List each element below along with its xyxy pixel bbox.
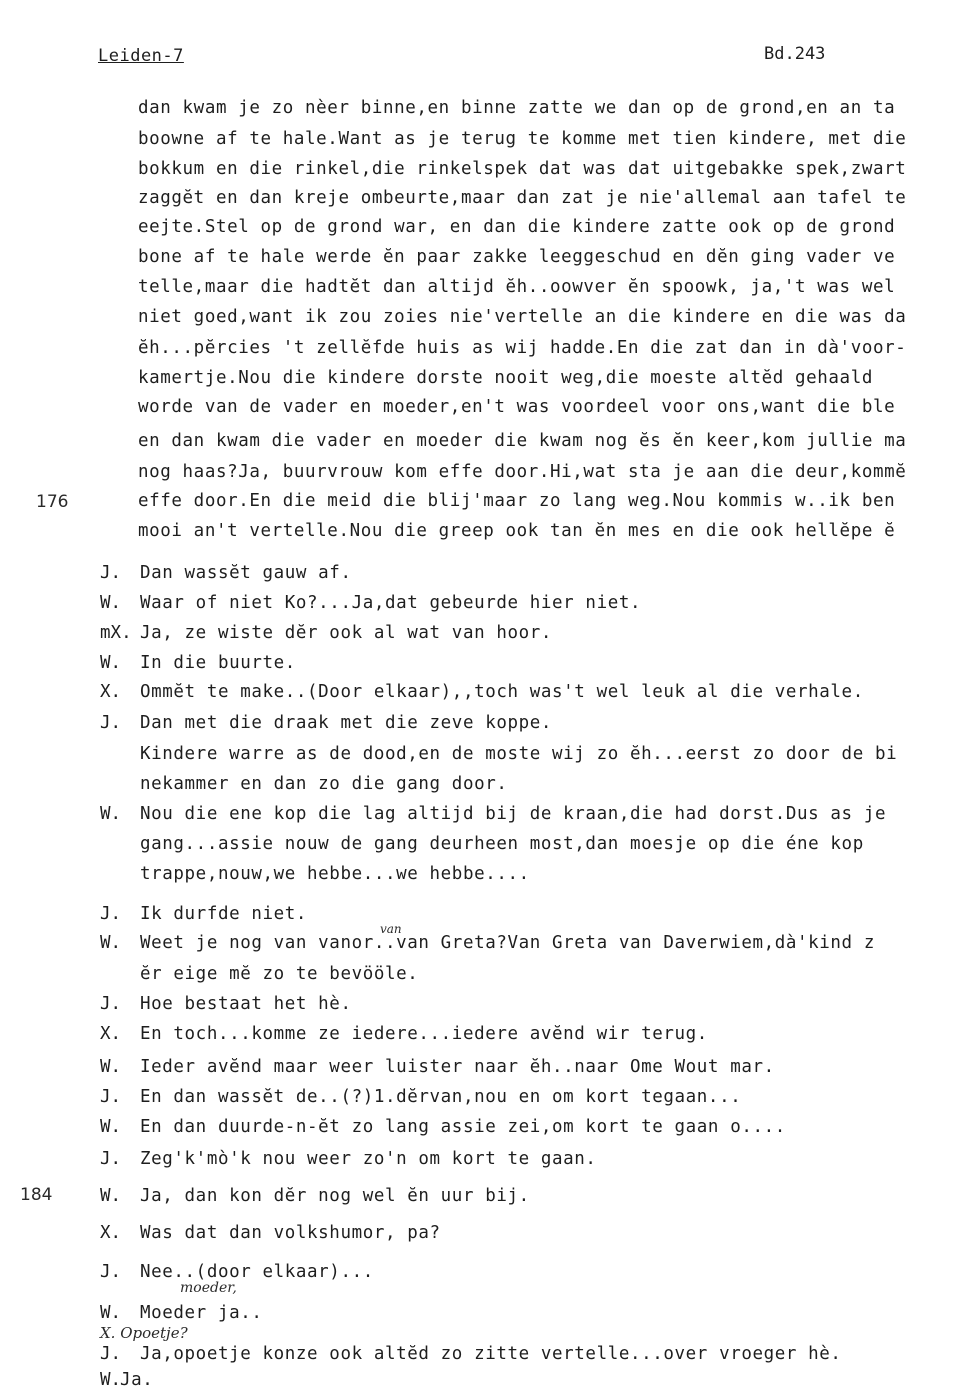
- utterance: Ik durfde niet.: [140, 904, 308, 924]
- utterance: Was dat dan volkshumor, pa?: [140, 1223, 441, 1243]
- speaker-label: J.: [100, 563, 122, 583]
- utterance: Ja.: [120, 1370, 154, 1390]
- speaker-label: J.: [100, 904, 122, 924]
- utterance: trappe,nouw,we hebbe...we hebbe....: [140, 864, 530, 884]
- speaker-label: W.: [100, 1370, 122, 1390]
- speaker-label: W.: [100, 1303, 122, 1323]
- utterance: ĕr eige mĕ zo te bevööle.: [140, 964, 419, 984]
- speaker-label: W.: [100, 593, 122, 613]
- speaker-label: W.: [100, 1057, 122, 1077]
- speaker-label: J.: [100, 994, 122, 1014]
- paragraph-line: telle,maar die hadtĕt dan altijd ĕh..oowver ĕn spoowk, ja,'t was wel: [138, 277, 896, 297]
- paragraph-line: zaggĕt en dan kreje ombeurte,maar dan zat je nie'allemal aan tafel te: [138, 188, 907, 208]
- paragraph-line: boowne af te hale.Want as je terug te komme met tien kindere, met die: [138, 129, 907, 149]
- utterance: Ja, ze wiste dĕr ook al wat van hoor.: [140, 623, 553, 643]
- paragraph-line: niet goed,want ik zou zoies nie'vertelle an die kindere en die was da: [138, 307, 907, 327]
- paragraph-line: bone af te hale werde ĕn paar zakke leeggeschud en dĕn ging vader ve: [138, 247, 896, 267]
- utterance: En dan duurde-n-ĕt zo lang assie zei,om kort te gaan o....: [140, 1117, 786, 1137]
- utterance: Nee..(door elkaar)...: [140, 1262, 374, 1282]
- utterance: Kindere warre as de dood,en de moste wij zo ĕh...eerst zo door de bi: [140, 744, 898, 764]
- utterance: Weet je nog van vanor..van Greta?Van Greta van Daverwiem,dà'kind z: [140, 933, 875, 953]
- utterance: Dan wassĕt gauw af.: [140, 563, 352, 583]
- line-number: 184: [20, 1185, 53, 1205]
- utterance: Nou die ene kop die lag altijd bij de kraan,die had dorst.Dus as je: [140, 804, 887, 824]
- speaker-label: J.: [100, 1344, 122, 1364]
- paragraph-line: dan kwam je zo nèer binne,en binne zatte we dan op de grond,en an ta: [138, 98, 896, 118]
- utterance: gang...assie nouw de gang deurheen most,dan moesje op die éne kop: [140, 834, 864, 854]
- utterance: Zeg'k'mò'k nou weer zo'n om kort te gaan.: [140, 1149, 597, 1169]
- utterance: Moeder ja..: [140, 1303, 263, 1323]
- utterance: Waar of niet Ko?...Ja,dat gebeurde hier niet.: [140, 593, 642, 613]
- speaker-label: W.: [100, 804, 122, 824]
- utterance: En toch...komme ze iedere...iedere avĕnd wir terug.: [140, 1024, 708, 1044]
- speaker-label: J.: [100, 1262, 122, 1282]
- paragraph-line: worde van de vader en moeder,en't was voordeel voor ons,want die ble: [138, 397, 896, 417]
- speaker-label: X.: [100, 1223, 122, 1243]
- utterance: En dan wassĕt de..(?)1.dĕrvan,nou en om kort tegaan...: [140, 1087, 742, 1107]
- handwritten-note: van: [380, 922, 402, 936]
- paragraph-line: en dan kwam die vader en moeder die kwam nog ĕs ĕn keer,kom jullie ma: [138, 431, 907, 451]
- paragraph-line: nog haas?Ja, buurvrouw kom effe door.Hi,wat sta je aan die deur,kommĕ: [138, 462, 907, 482]
- line-number: 176: [36, 492, 69, 512]
- utterance: nekammer en dan zo die gang door.: [140, 774, 508, 794]
- paragraph-line: ĕh...pĕrcies 't zellĕfde huis as wij hadde.En die zat dan in dà'voor-: [138, 338, 907, 358]
- speaker-label: mX.: [100, 623, 132, 643]
- speaker-label: J.: [100, 1087, 122, 1107]
- header-volume: Bd.243: [764, 44, 826, 64]
- speaker-label: W.: [100, 653, 122, 673]
- header-location: Leiden-7: [98, 46, 184, 66]
- utterance: Ja,opoetje konze ook altĕd zo zitte vertelle...over vroeger hè.: [140, 1344, 842, 1364]
- speaker-label: X.: [100, 1024, 122, 1044]
- paragraph-line: mooi an't vertelle.Nou die greep ook tan ĕn mes en die ook hellĕpe ĕ: [138, 521, 896, 541]
- utterance: Ieder avĕnd maar weer luister naar ĕh..naar Ome Wout mar.: [140, 1057, 775, 1077]
- speaker-label: W.: [100, 1117, 122, 1137]
- utterance: Dan met die draak met die zeve koppe.: [140, 713, 553, 733]
- speaker-label: J.: [100, 713, 122, 733]
- speaker-label: J.: [100, 1149, 122, 1169]
- handwritten-note: X. Opoetje?: [100, 1324, 188, 1342]
- utterance: Ommĕt te make..(Door elkaar),,toch was't wel leuk al die verhale.: [140, 682, 864, 702]
- speaker-label: X.: [100, 682, 122, 702]
- paragraph-line: bokkum en die rinkel,die rinkelspek dat was dat uitgebakke spek,zwart: [138, 159, 907, 179]
- paragraph-line: eejte.Stel op de grond war, en dan die kindere zatte ook op de grond: [138, 217, 896, 237]
- paragraph-line: kamertje.Nou die kindere dorste nooit weg,die moeste altĕd gehaald: [138, 368, 873, 388]
- utterance: In die buurte.: [140, 653, 296, 673]
- paragraph-line: effe door.En die meid die blij'maar zo lang weg.Nou kommis w..ik ben: [138, 491, 896, 511]
- utterance: Ja, dan kon dĕr nog wel ĕn uur bij.: [140, 1186, 530, 1206]
- handwritten-note: moeder,: [180, 1280, 237, 1296]
- speaker-label: W.: [100, 1186, 122, 1206]
- utterance: Hoe bestaat het hè.: [140, 994, 352, 1014]
- speaker-label: W.: [100, 933, 122, 953]
